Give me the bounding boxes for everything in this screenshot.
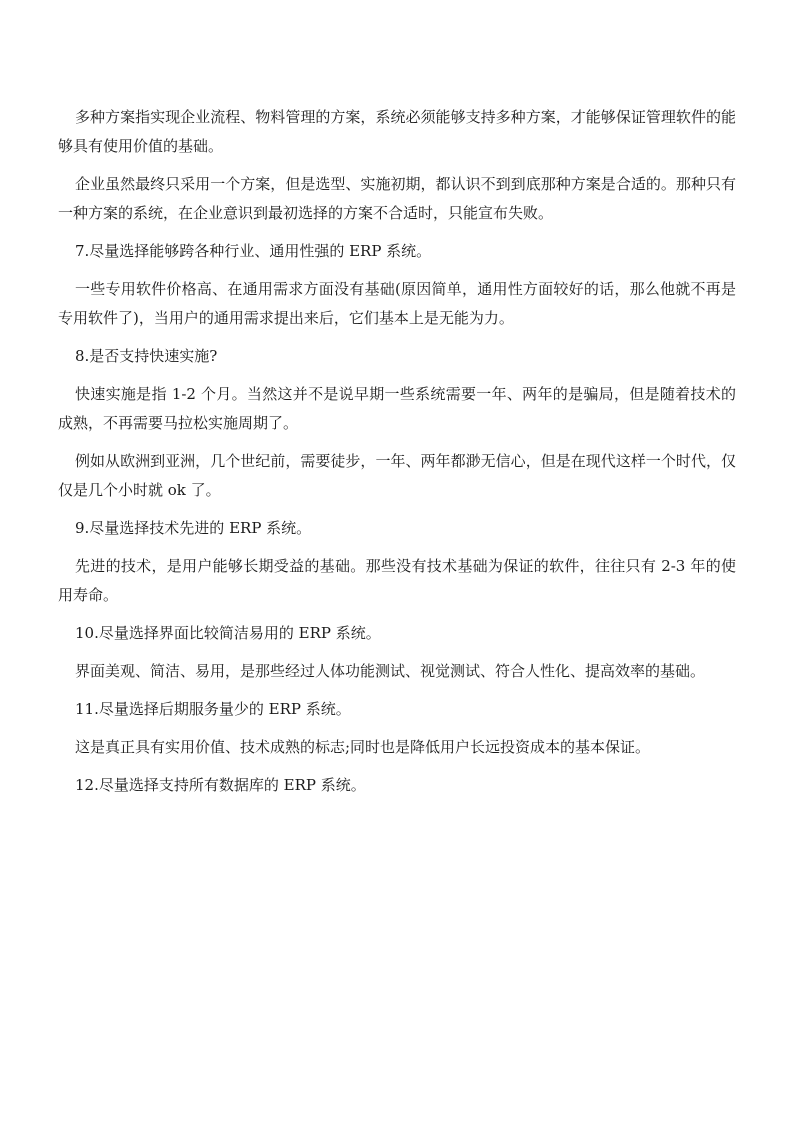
body-paragraph: 先进的技术，是用户能够长期受益的基础。那些没有技术基础为保证的软件，往往只有 2-3 年的使用寿命。 bbox=[58, 557, 736, 604]
body-paragraph: 多种方案指实现企业流程、物料管理的方案，系统必须能够支持多种方案，才能够保证管理软件的能够具有使用价值的基础。 bbox=[58, 108, 736, 155]
section-heading: 11.尽量选择后期服务量少的 ERP 系统。 bbox=[75, 700, 351, 718]
body-paragraph: 这是真正具有实用价值、技术成熟的标志;同时也是降低用户长远投资成本的基本保证。 bbox=[75, 738, 651, 756]
section-heading: 7.尽量选择能够跨各种行业、通用性强的 ERP 系统。 bbox=[75, 242, 432, 260]
body-paragraph: 例如从欧洲到亚洲，几个世纪前，需要徒步，一年、两年都渺无信心，但是在现代这样一个时代，仅仅是几个小时就 ok 了。 bbox=[58, 452, 736, 499]
section-heading: 9.尽量选择技术先进的 ERP 系统。 bbox=[75, 519, 312, 537]
body-paragraph: 界面美观、简洁、易用，是那些经过人体功能测试、视觉测试、符合人性化、提高效率的基础。 bbox=[75, 662, 706, 680]
section-heading: 8.是否支持快速实施? bbox=[75, 347, 218, 365]
document-body bbox=[58, 103, 736, 809]
body-paragraph: 企业虽然最终只采用一个方案，但是选型、实施初期，都认识不到到底那种方案是合适的。那种只有一种方案的系统，在企业意识到最初选择的方案不合适时，只能宣布失败。 bbox=[58, 175, 736, 222]
body-paragraph: 一些专用软件价格高、在通用需求方面没有基础(原因简单，通用性方面较好的话，那么他就不再是专用软件了)，当用户的通用需求提出来后，它们基本上是无能为力。 bbox=[58, 280, 736, 327]
body-paragraph: 快速实施是指 1-2 个月。当然这并不是说早期一些系统需要一年、两年的是骗局，但是随着技术的成熟，不再需要马拉松实施周期了。 bbox=[58, 385, 736, 432]
section-heading: 10.尽量选择界面比较简洁易用的 ERP 系统。 bbox=[75, 624, 381, 642]
section-heading: 12.尽量选择支持所有数据库的 ERP 系统。 bbox=[75, 776, 366, 794]
